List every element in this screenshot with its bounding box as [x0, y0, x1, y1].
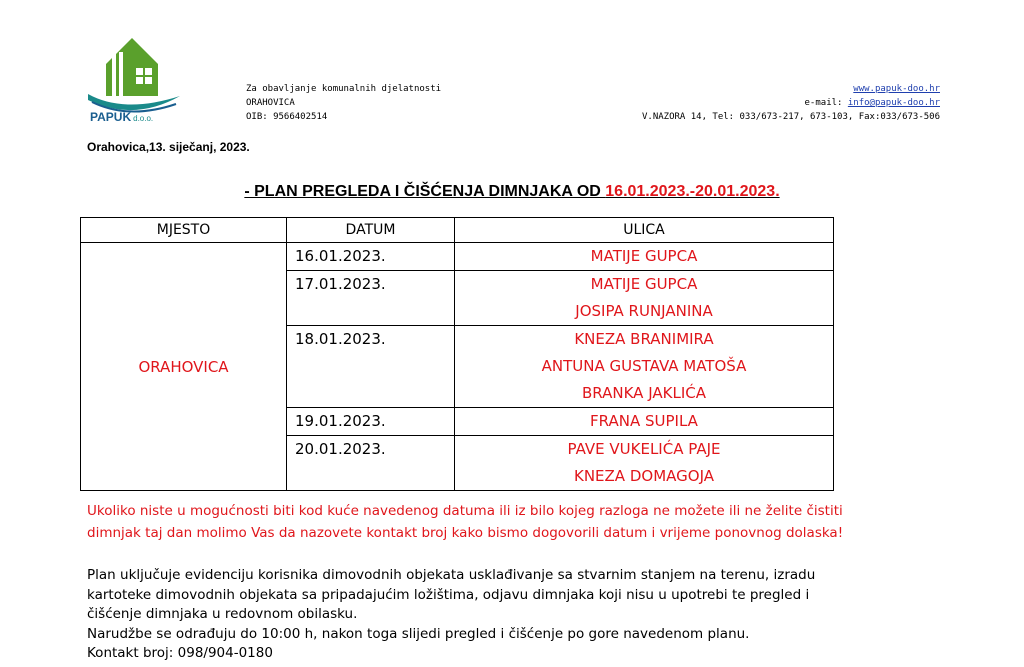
- contact-number: Kontakt broj: 098/904-0180: [87, 645, 273, 661]
- notice-info-line: čišćenje dimnjaka u redovnom obilasku.: [87, 606, 358, 622]
- header-city: ORAHOVICA: [246, 98, 295, 108]
- cell-mjesto: ORAHOVICA: [81, 243, 287, 491]
- header-activity: Za obavljanje komunalnih djelatnosti: [246, 84, 442, 94]
- header-mjesto: MJESTO: [81, 218, 287, 243]
- email-link[interactable]: info@papuk-doo.hr: [847, 98, 940, 108]
- header-oib: OIB: 9566402514: [246, 112, 328, 122]
- cell-date: [287, 243, 455, 271]
- notice-red-line: Ukoliko niste u mogućnosti biti kod kuće navedenog datuma ili iz bilo kojeg razloga ne možete ili ne želite čistiti: [87, 503, 843, 519]
- street-name: KNEZA DOMAGOJA: [574, 467, 714, 485]
- street-name: JOSIPA RUNJANINA: [575, 302, 713, 320]
- street-name: BRANKA JAKLIĆA: [582, 384, 706, 402]
- document-title: [0, 183, 1024, 201]
- date-text: 17.01.2023.: [295, 275, 386, 293]
- header-contact-info: [642, 82, 940, 124]
- header-address: V.NAZORA 14, Tel: 033/673-217, 673-103, Fax:033/673-506: [641, 112, 940, 122]
- street-name: FRANA SUPILA: [590, 412, 698, 430]
- email-label: e-mail:: [804, 98, 848, 108]
- notice-info-line: Plan uključuje evidenciju korisnika dimovodnih objekata usklađivanje sa stvarnim stanjem na terenu, izradu: [87, 567, 816, 583]
- cell-date: [287, 436, 455, 491]
- notice-info: [87, 566, 947, 664]
- cell-date: [287, 326, 455, 408]
- title-prefix: - PLAN PREGLEDA I ČIŠĆENJA DIMNJAKA OD: [244, 183, 606, 200]
- notice-info-line: kartoteke dimovodnih objekata sa pripadajućim ložištima, odjavu dimnjaka koji nisu u upotrebi te pregled i: [87, 586, 810, 603]
- place-date: Orahovica,13. siječanj, 2023.: [87, 140, 250, 154]
- table-header-row: [81, 218, 834, 243]
- cell-date: [287, 271, 455, 326]
- table-row: [81, 243, 834, 271]
- notice-info-line: Narudžbe se odrađuju do 10:00 h, nakon toga slijedi pregled i čišćenje po gore navedenom planu.: [87, 625, 750, 642]
- date-text: 16.01.2023.: [295, 247, 386, 265]
- cell-streets: [455, 436, 834, 491]
- cell-streets: [455, 326, 834, 408]
- street-name: MATIJE GUPCA: [590, 247, 698, 265]
- street-name: MATIJE GUPCA: [590, 275, 698, 293]
- date-text: 19.01.2023.: [295, 412, 386, 430]
- street-name: PAVE VUKELIĆA PAJE: [567, 440, 721, 458]
- cell-streets: [455, 243, 834, 271]
- date-text: 20.01.2023.: [295, 440, 386, 458]
- company-name: [90, 110, 153, 124]
- company-name-main: PAPUK: [90, 110, 132, 124]
- website-link[interactable]: www.papuk-doo.hr: [853, 84, 940, 94]
- header-ulica: ULICA: [455, 218, 834, 243]
- cell-streets: [455, 408, 834, 436]
- notice-red: [87, 500, 947, 544]
- title-date-range: 16.01.2023.-20.01.2023.: [605, 183, 780, 200]
- header-datum: DATUM: [287, 218, 455, 243]
- date-text: 18.01.2023.: [295, 330, 386, 348]
- notice-red-line: dimnjak taj dan molimo Vas da nazovete kontakt broj kako bismo dogovorili datum i vrijeme ponovnog dolaska!: [87, 525, 844, 541]
- street-name: ANTUNA GUSTAVA MATOŠA: [541, 357, 747, 375]
- street-name: KNEZA BRANIMIRA: [574, 330, 714, 348]
- schedule-table: [80, 217, 834, 491]
- cell-streets: [455, 271, 834, 326]
- cell-date: [287, 408, 455, 436]
- header-company-info: [246, 82, 441, 124]
- company-suffix: d.o.o.: [133, 114, 154, 123]
